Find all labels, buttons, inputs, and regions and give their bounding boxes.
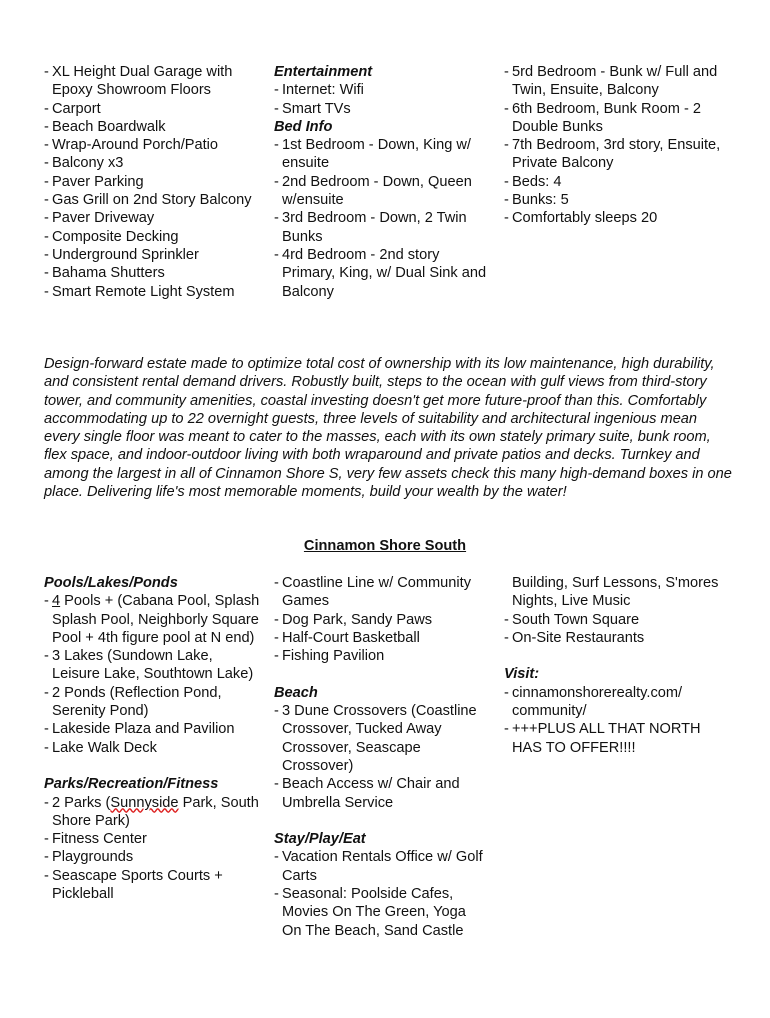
list-item: - Half-Court Basketball [274, 629, 420, 646]
beach-heading: Beach [274, 684, 318, 701]
list-item: - Smart Remote Light System [44, 283, 235, 300]
list-item: - Beach Access w/ Chair and Umbrella Service [274, 776, 460, 811]
list-item: - Internet: Wifi [274, 82, 364, 99]
parks-heading: Parks/Recreation/Fitness [44, 776, 219, 793]
list-item: - cinnamonshorerealty.com/ community/ [504, 684, 683, 720]
pool-count: 4 [52, 593, 61, 610]
list-item: - 2 Parks (Sunnyside Park, South Shore Park) [44, 794, 259, 829]
list-item: - Playgrounds [44, 849, 134, 866]
list-item: - Fitness Center [44, 831, 147, 848]
list-item: - 4 Pools + (Cabana Pool, Splash Splash Pool, Neighborly Square Pool + 4th figure pool at N end) [44, 593, 260, 646]
list-item: - Carport [44, 100, 101, 117]
list-item: - 6th Bedroom, Bunk Room - 2 Double Bunks [504, 100, 701, 135]
list-item: - 2nd Bedroom - Down, Queen w/ensuite [274, 173, 472, 209]
list-item: - Coastline Line w/ Community Games [274, 575, 471, 610]
list-item: - Lakeside Plaza and Pavilion [44, 721, 235, 738]
list-item: - Comfortably sleeps 20 [504, 210, 658, 227]
list-item: - 1st Bedroom - Down, King w/ ensuite [274, 137, 471, 172]
list-item-continuation: Building, Surf Lessons, S'mores Nights, Live Music [512, 575, 719, 610]
list-item: - Seascape Sports Courts + Pickleball [44, 867, 223, 903]
spellcheck-word: Sunnyside [110, 794, 179, 811]
list-item: - Paver Parking [44, 173, 144, 190]
list-item: - On-Site Restaurants [504, 629, 645, 646]
visit-heading: Visit: [504, 666, 540, 683]
list-item: - 3 Lakes (Sundown Lake, Leisure Lake, Southtown Lake) [44, 648, 254, 683]
features-column-1 [44, 63, 264, 301]
list-item: - 7th Bedroom, 3rd story, Ensuite, Private Balcony [504, 137, 721, 172]
features-column-2 [274, 63, 489, 301]
stay-play-eat-heading: Stay/Play/Eat [274, 831, 366, 848]
list-item: - Wrap-Around Porch/Patio [44, 137, 219, 154]
list-item: - Lake Walk Deck [44, 739, 157, 756]
list-item: - Smart TVs [274, 100, 351, 117]
list-item: - Beach Boardwalk [44, 118, 166, 135]
amenities-column-2 [274, 574, 489, 940]
section-title: Cinnamon Shore South [303, 538, 467, 554]
list-item: - 3 Dune Crossovers (Coastline Crossover, Tucked Away Crossover, Seascape Crossover) [274, 703, 477, 774]
list-item: - 4rd Bedroom - 2nd story Primary, King, w/ Dual Sink and Balcony [274, 246, 487, 300]
bed-info-heading: Bed Info [274, 118, 333, 135]
list-item: - Dog Park, Sandy Paws [274, 611, 433, 628]
pools-heading: Pools/Lakes/Ponds [44, 575, 178, 591]
property-description: Design-forward estate made to optimize total cost of ownership with its low maintenance, high durability, and consistent rental demand drivers. Robustly built, steps to the ocean with gulf views from third-story tower, and community amenities, coastal investing doesn't get more future-proof than this. Comfortably accommodating up to 22 overnight guests, three levels of suitability and architectural ingenious mean every single floor was meant to cater to the masses, each with its own stately primary suite, bunk room, flex space, and indoor-outdoor living with both wraparound and private patios and decks. Turnkey and among the largest in all of Cinnamon Shore S, very few assets check this many high-demand boxes in one place. Delivering life's most memorable moments, build your wealth by the water! [44, 356, 732, 501]
amenities-column-1 [44, 574, 264, 903]
list-item: - XL Height Dual Garage with Epoxy Showroom Floors [44, 64, 233, 99]
list-item: - 2 Ponds (Reflection Pond, Serenity Pond) [44, 684, 222, 720]
list-item: - +++PLUS ALL THAT NORTH HAS TO OFFER!!!! [504, 721, 701, 756]
list-item: - Fishing Pavilion [274, 648, 385, 665]
list-item: - Bunks: 5 [504, 192, 569, 209]
list-item: - Vacation Rentals Office w/ Golf Carts [274, 849, 483, 884]
list-item: - Underground Sprinkler [44, 246, 199, 263]
entertainment-heading: Entertainment [274, 64, 373, 80]
list-item: - Beds: 4 [504, 173, 562, 190]
list-item: - Gas Grill on 2nd Story Balcony [44, 192, 252, 209]
list-item: - Composite Decking [44, 228, 179, 245]
amenities-column-3 [504, 574, 730, 757]
list-item: - South Town Square [504, 611, 640, 628]
list-item: - Bahama Shutters [44, 265, 165, 282]
features-column-3 [504, 63, 730, 228]
list-item: - 5rd Bedroom - Bunk w/ Full and Twin, Ensuite, Balcony [504, 64, 718, 99]
list-item: - Balcony x3 [44, 155, 124, 172]
list-item: - 3rd Bedroom - Down, 2 Twin Bunks [274, 210, 467, 245]
list-item: - Seasonal: Poolside Cafes, Movies On The Green, Yoga On The Beach, Sand Castle [274, 886, 466, 939]
list-item: - Paver Driveway [44, 210, 155, 227]
